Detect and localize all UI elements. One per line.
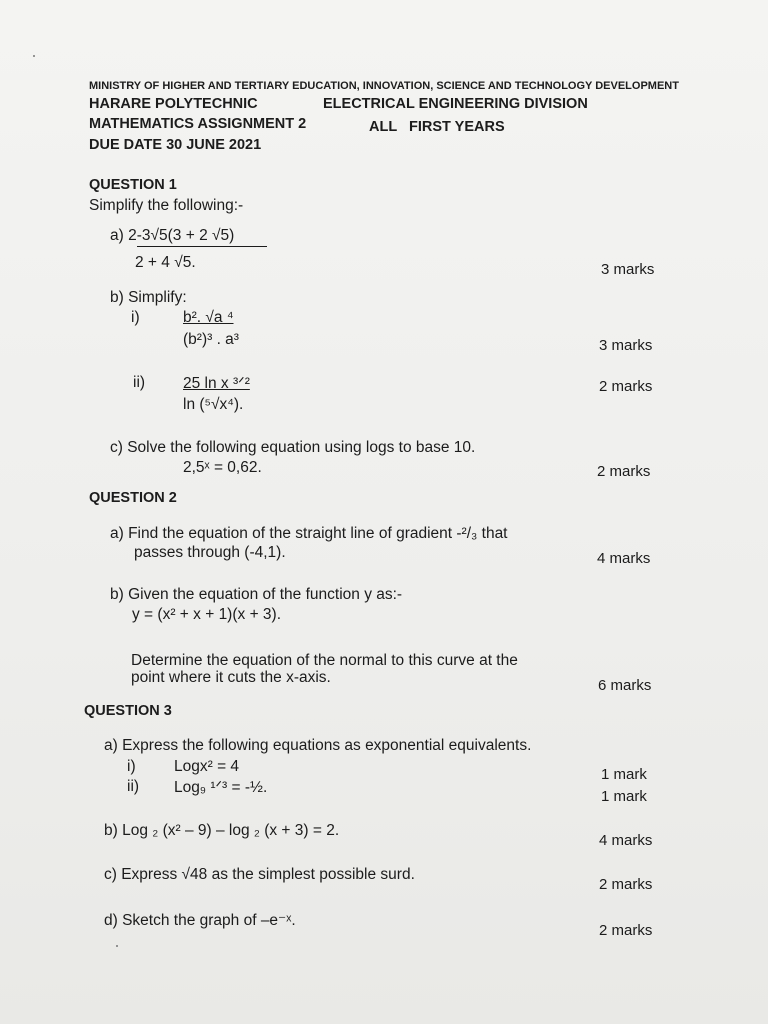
q2a-line1: a) Find the equation of the straight line of gradient -²/₃ that [110,525,508,542]
q3ai-equation: Logx² = 4 [174,758,240,775]
audience: ALL FIRST YEARS [369,119,505,135]
q2b-marks: 6 marks [598,677,652,694]
q3d-marks: 2 marks [599,922,653,939]
q3aii-equation: Log₉ ¹ᐟ³ = -½. [174,779,268,796]
q1a-marks: 3 marks [601,261,655,278]
q1bii-label: ii) [133,374,146,391]
q1bi-marks: 3 marks [599,337,653,354]
q1bii-marks: 2 marks [599,378,653,395]
q3ai-label: i) [127,758,136,775]
q2a-marks: 4 marks [597,550,651,567]
q3c-text: c) Express √48 as the simplest possible surd. [104,866,415,883]
speck [33,55,35,57]
q1bi-denominator: (b²)³ . a³ [183,331,239,348]
question-1-title: QUESTION 1 [89,177,177,193]
q1bi-label: i) [131,309,140,326]
q2b-line2: Determine the equation of the normal to this curve at the [131,652,518,669]
q3a-text: a) Express the following equations as exponential equivalents. [104,737,532,754]
q1a-numerator: a) 2-3√5(3 + 2 √5) [110,227,235,244]
q1b-label: b) Simplify: [110,289,187,306]
q3d-text: d) Sketch the graph of –e⁻ˣ. [104,912,296,929]
q2b-equation: y = (x² + x + 1)(x + 3). [132,606,282,623]
assignment-title: MATHEMATICS ASSIGNMENT 2 [89,116,307,132]
q3c-marks: 2 marks [599,876,653,893]
q2a-line2: passes through (-4,1). [134,544,286,561]
q1c-text: c) Solve the following equation using logs to base 10. [110,439,476,456]
question-2-title: QUESTION 2 [89,490,177,506]
speck [116,945,118,947]
due-date: DUE DATE 30 JUNE 2021 [89,137,262,153]
q3ai-marks: 1 mark [601,766,647,783]
q1bi-numerator: b². √a ⁴ [183,309,234,326]
fraction-bar [137,246,267,247]
ministry-line: MINISTRY OF HIGHER AND TERTIARY EDUCATION, INNOVATION, SCIENCE AND TECHNOLOGY DEVELOPMENT [89,80,679,92]
q3b-text: b) Log ₂ (x² – 9) – log ₂ (x + 3) = 2. [104,822,340,839]
division-name: ELECTRICAL ENGINEERING DIVISION [323,96,588,112]
q2b-line3: point where it cuts the x-axis. [131,669,331,686]
q3b-marks: 4 marks [599,832,653,849]
q1bii-numerator: 25 ln x ³ᐟ² [183,375,250,392]
question-3-title: QUESTION 3 [84,703,172,719]
institution-name: HARARE POLYTECHNIC [89,96,258,112]
q1-intro: Simplify the following:- [89,197,244,214]
q3aii-marks: 1 mark [601,788,647,805]
q2b-line1: b) Given the equation of the function y as:- [110,586,403,603]
q1c-marks: 2 marks [597,463,651,480]
q1a-denominator: 2 + 4 √5. [135,254,196,271]
q1bii-denominator: ln (⁵√x⁴). [183,396,244,413]
q3aii-label: ii) [127,778,140,795]
q1c-equation: 2,5ˣ = 0,62. [183,459,262,476]
